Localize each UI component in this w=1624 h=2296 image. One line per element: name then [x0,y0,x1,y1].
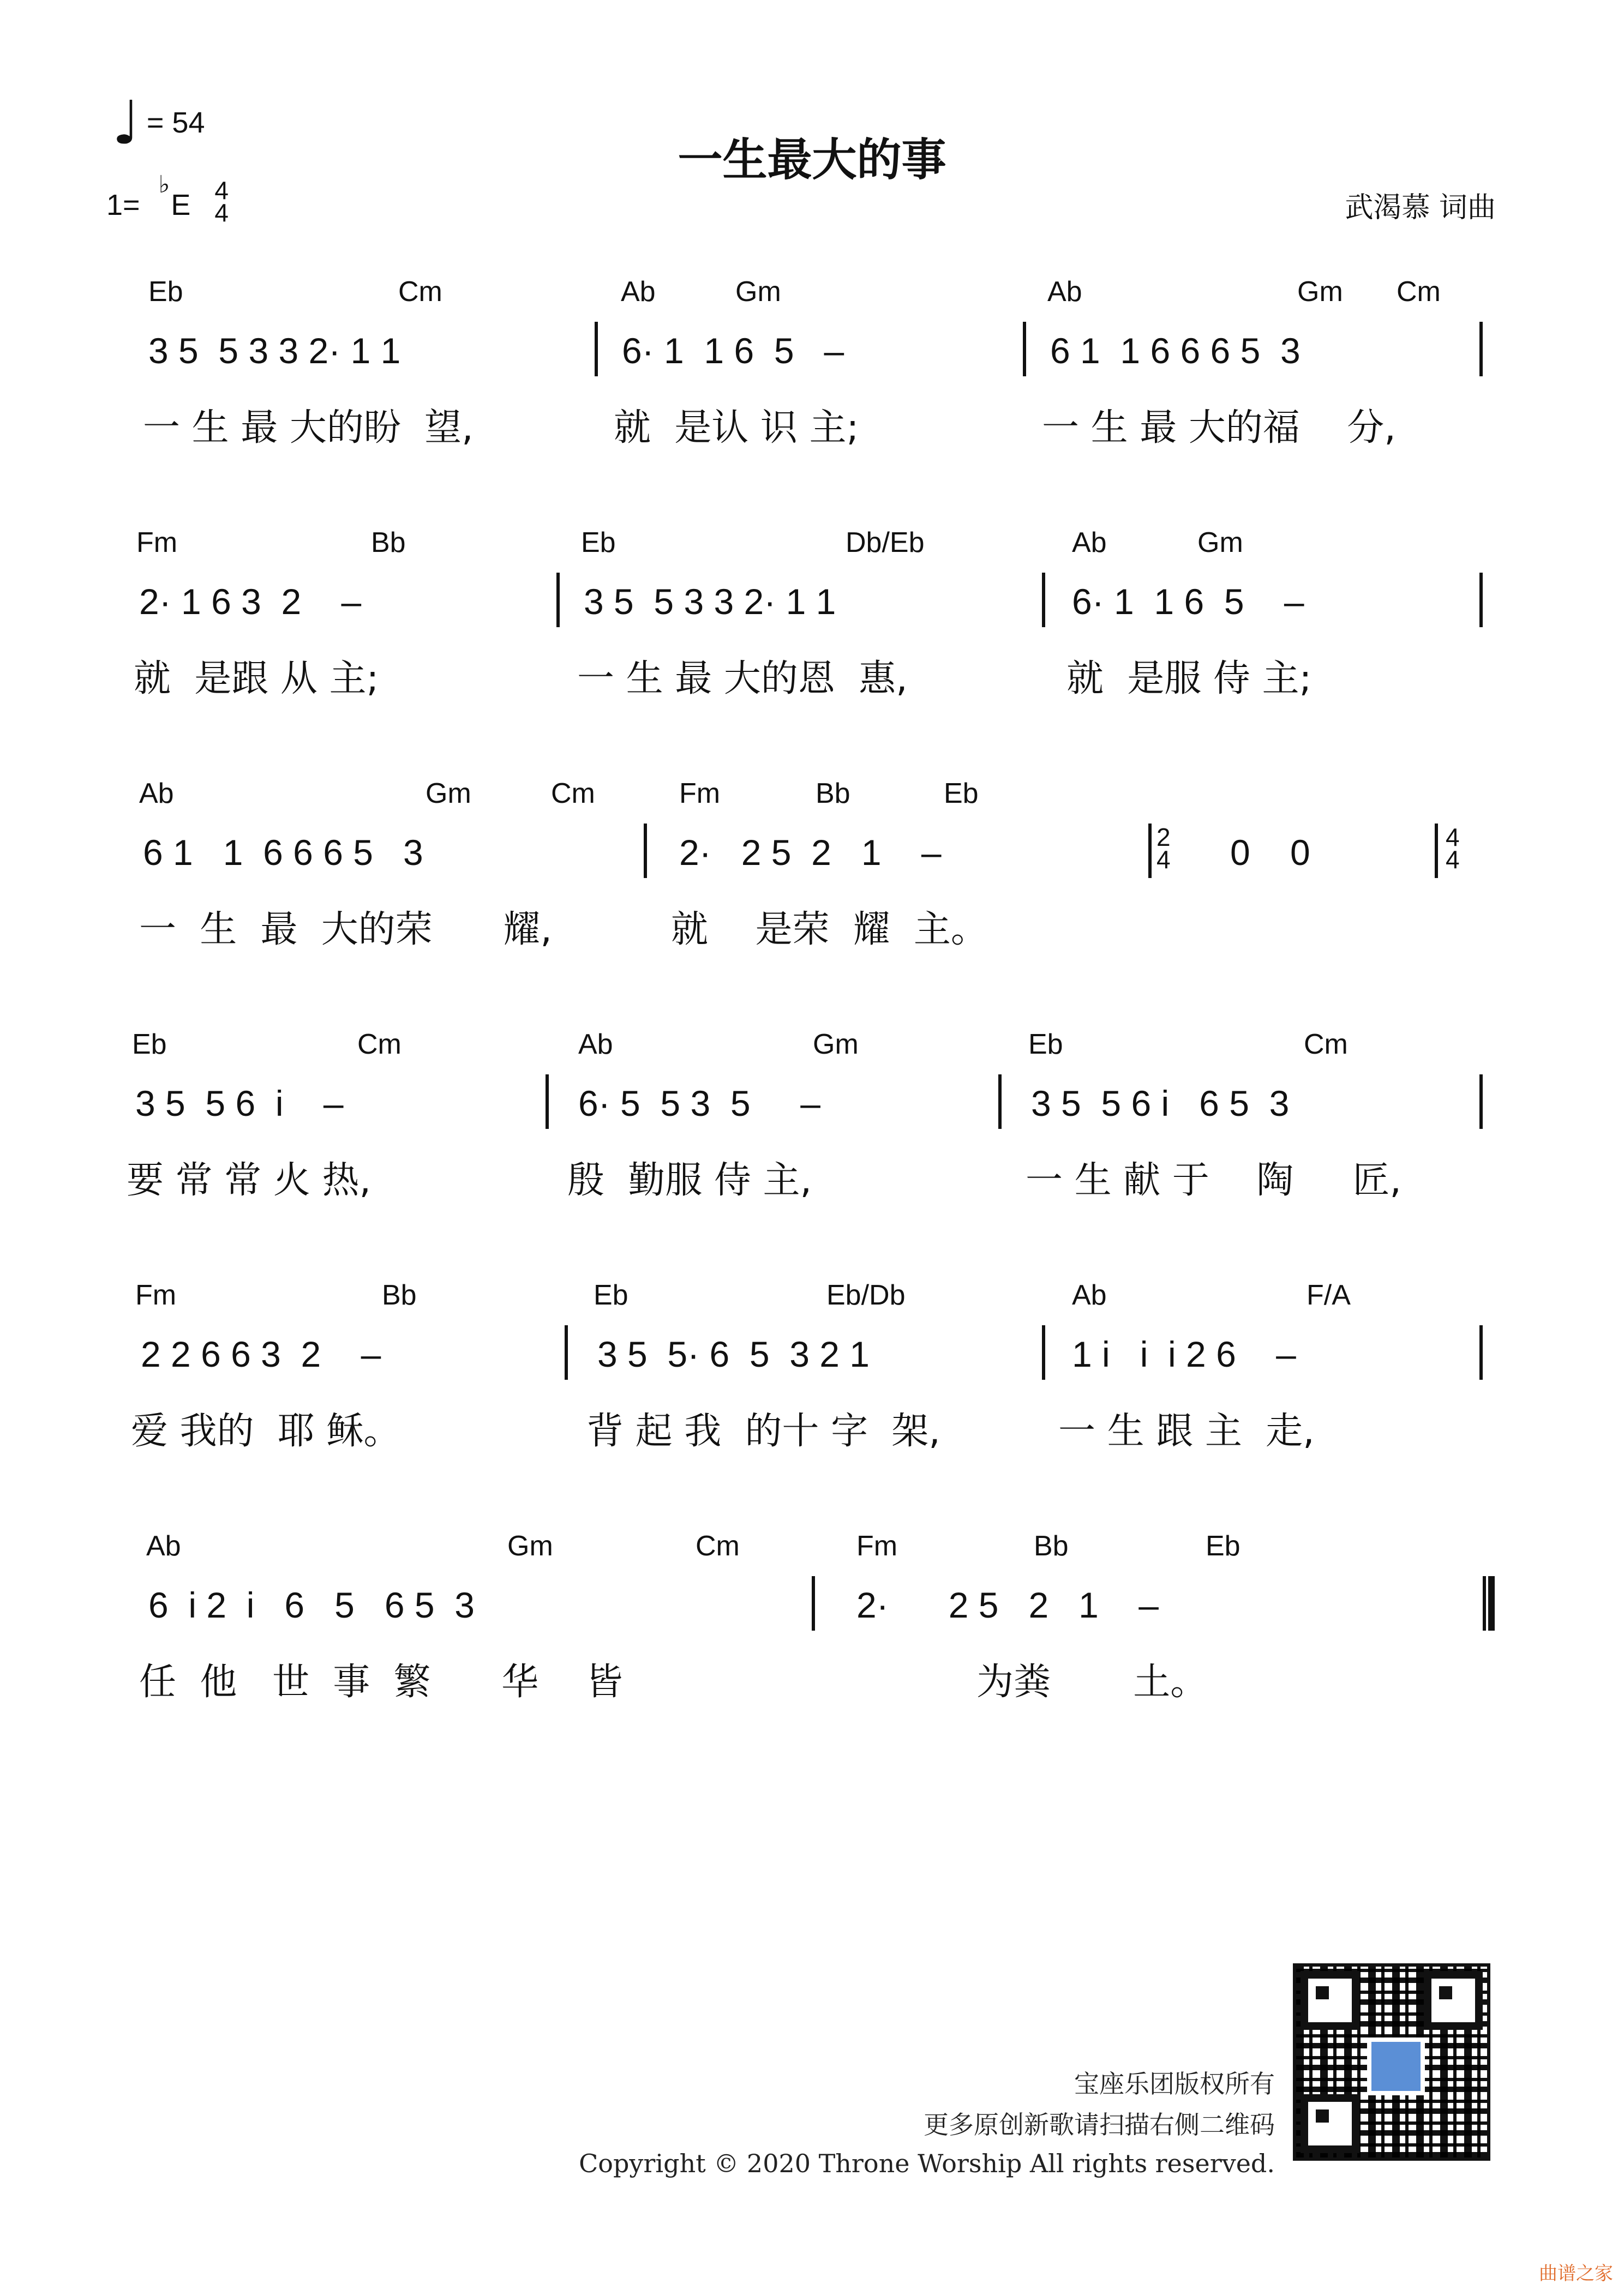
quarter-note-icon: ♩ [112,88,140,158]
time-signature-change [1446,823,1460,874]
measure-notes: 2· 2 5 2 1 – [679,832,942,873]
key-prefix: 1= [106,189,140,221]
chord-label: Eb/Db [826,1279,906,1311]
music-system [0,270,1624,499]
chord-label: Bb [371,527,406,558]
qr-finder [1301,2094,1359,2153]
chord-label: Cm [551,778,595,809]
rights-notice: 宝座乐团版权所有 [1074,2069,1275,2099]
music-system [0,1023,1624,1252]
chord-label: Ab [1072,527,1107,558]
qr-logo-icon [1367,2037,1425,2095]
barline [556,573,560,627]
chord-label: Eb [148,276,183,308]
chord-label: Db/Eb [846,527,925,558]
barline [812,1576,815,1631]
barline [1042,573,1045,627]
measure-notes: 3 5 5 6 i 6 5 3 [1031,1083,1290,1123]
lyric-line: 一 生 跟 主 走, [1058,1410,1315,1453]
chord-label: Ab [139,778,174,809]
measure-notes: 0 0 [1230,832,1310,873]
music-system [0,1524,1624,1753]
copyright-line: Copyright © 2020 Throne Worship All rights reserved. [579,2149,1275,2178]
barline [565,1325,568,1380]
measure-notes: 3 5 5 3 3 2· 1 1 [584,581,836,622]
chord-label: Cm [398,276,442,308]
qr-finder [1301,1971,1359,2030]
chord-label: Gm [426,778,471,809]
barline [1042,1325,1045,1380]
barline [1435,824,1438,878]
chord-label: Gm [735,276,781,308]
measure-notes: 6· 1 1 6 5 – [1072,581,1304,622]
barline [644,824,647,878]
lyric-line: 要 常 常 火 热, [127,1159,371,1202]
barline [595,322,598,376]
lyric-line: 一 生 最 大的盼 望, [143,406,474,449]
chord-label: Ab [146,1530,181,1562]
flat-sign-icon: ♭ [158,171,170,198]
key-name: E [171,189,191,221]
barline [1479,1325,1483,1380]
measure-notes: 6 i 2 i 6 5 6 5 3 [148,1585,475,1625]
chord-label: Fm [136,527,178,558]
measure-notes: 6 1 1 6 6 6 5 3 [1050,330,1301,371]
chord-label: F/A [1307,1279,1351,1311]
scan-notice: 更多原创新歌请扫描右侧二维码 [924,2110,1275,2139]
lyric-line: 爱 我的 耶 稣。 [131,1410,401,1453]
time-signature-bottom: 4 [214,199,229,227]
site-watermark: 曲谱之家 [1539,2263,1613,2285]
time-signature-change [1156,823,1171,874]
chord-label: Eb [594,1279,628,1311]
tempo-value: = 54 [146,106,205,139]
lyric-line: 一 生 最 大的恩 惠, [577,657,908,700]
chord-label: Fm [679,778,721,809]
lyric-line: 就 是认 识 主; [614,406,859,449]
chord-label: Eb [1028,1029,1063,1060]
chord-label: Bb [816,778,850,809]
time-signature-top: 4 [214,176,229,205]
chord-label: Gm [1297,276,1343,308]
lyric-line: 任 他 世 事 繁 华 皆 [139,1661,623,1704]
chord-label: Gm [1197,527,1243,558]
lyric-line: 一 生 最 大的荣 耀, [139,908,552,951]
chord-label: Eb [581,527,616,558]
barline [1148,824,1152,878]
qr-code-icon[interactable] [1293,1963,1490,2161]
lyric-line: 背 起 我 的十 字 架, [586,1410,940,1453]
measure-notes: 6· 5 5 3 5 – [578,1083,820,1123]
time-signature-bottom: 4 [1446,845,1460,874]
measure-notes: 6 1 1 6 6 6 5 3 [143,832,423,873]
chord-label: Fm [856,1530,898,1562]
time-signature-top: 4 [1446,823,1460,851]
measure-notes: 2 2 6 6 3 2 – [141,1334,381,1374]
measure-notes: 1 i i i 2 6 – [1072,1334,1296,1374]
barline [546,1074,549,1129]
chord-label: Ab [621,276,656,308]
chord-label: Eb [132,1029,167,1060]
key-signature [106,171,229,233]
chord-label: Ab [578,1029,613,1060]
time-signature [214,176,229,227]
measure-notes: 3 5 5 3 3 2· 1 1 [148,330,401,371]
music-system [0,772,1624,1001]
chord-label: Ab [1047,276,1082,308]
song-title: 一生最大的事 [678,134,946,186]
chord-label: Gm [507,1530,553,1562]
chord-label: Cm [1397,276,1441,308]
chord-label: Eb [1206,1530,1241,1562]
measure-notes: 3 5 5· 6 5 3 2 1 [597,1334,870,1374]
measure-notes: 2· 1 6 3 2 – [139,581,362,622]
chord-label: Gm [813,1029,859,1060]
chord-label: Cm [696,1530,740,1562]
barline [998,1074,1002,1129]
lyric-line: 殷 勤服 侍 主, [567,1159,812,1202]
lyric-line: 就 是服 侍 主; [1066,657,1312,700]
chord-label: Ab [1072,1279,1107,1311]
time-signature-bottom: 4 [1156,845,1171,874]
measure-notes: 3 5 5 6 i – [135,1083,344,1123]
barline [1023,322,1026,376]
chord-label: Cm [357,1029,401,1060]
barline [1479,322,1483,376]
lyric-line: 一 生 最 大的福 分, [1042,406,1396,449]
music-system [0,521,1624,750]
lyric-line: 就 是荣 耀 主。 [671,908,988,951]
lyric-line: 就 是跟 从 主; [134,657,379,700]
chord-label: Bb [1034,1530,1069,1562]
composer-credit: 武渴慕 词曲 [1345,191,1496,224]
measure-notes: 2· 2 5 2 1 – [856,1585,1159,1625]
lyric-line: 为粪 土。 [976,1661,1208,1704]
chord-label: Bb [382,1279,417,1311]
chord-label: Cm [1304,1029,1348,1060]
barline [1479,573,1483,627]
barline [1479,1074,1483,1129]
final-barline [1483,1576,1495,1631]
time-signature-top: 2 [1156,823,1171,851]
music-system [0,1273,1624,1502]
lyric-line: 一 生 献 于 陶 匠, [1026,1159,1401,1202]
chord-label: Fm [135,1279,177,1311]
qr-finder [1424,1971,1483,2030]
chord-label: Eb [944,778,979,809]
measure-notes: 6· 1 1 6 5 – [622,330,844,371]
